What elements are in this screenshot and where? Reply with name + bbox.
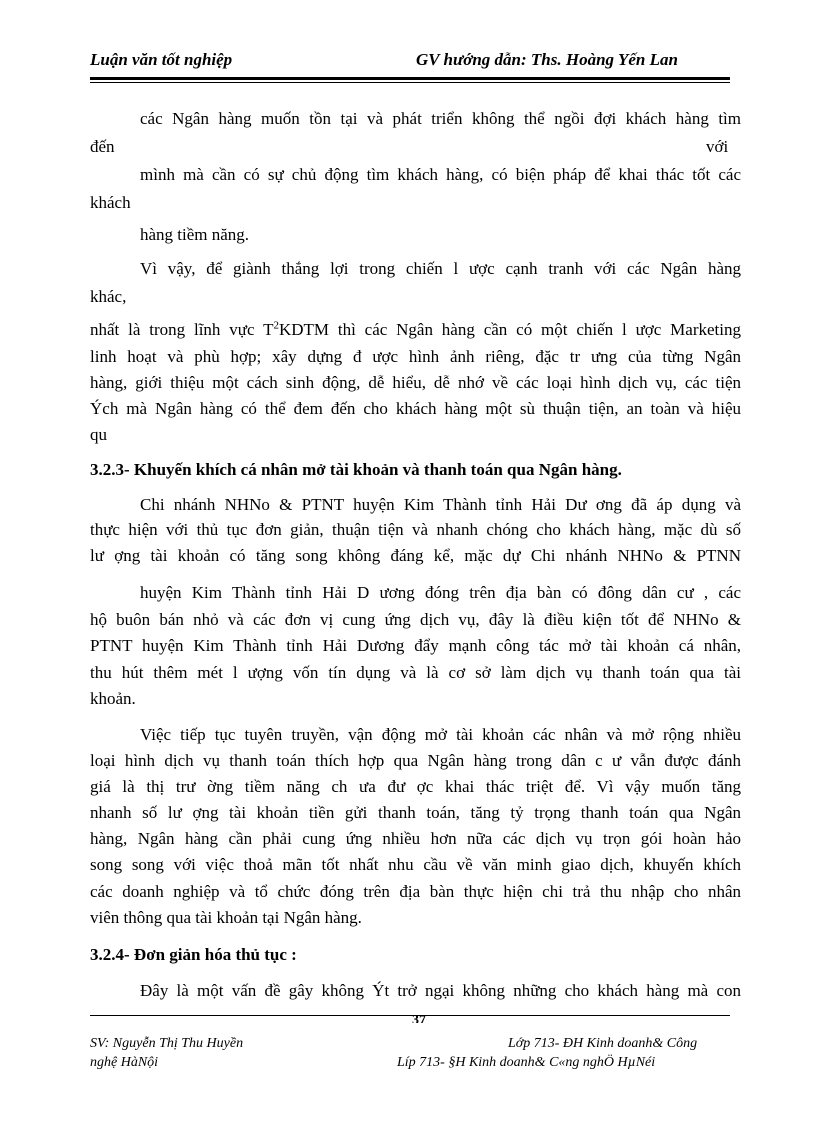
body-line: Vì vậy, để giành thắng lợi trong chiến l ược cạnh tranh với các Ngân hàng [140,259,741,278]
footer-rule [90,1015,730,1016]
header-supervisor: GV hướng dẫn: Ths. Hoàng Yến Lan [416,50,678,69]
body-line: với [706,137,729,156]
body-line: hàng, giới thiệu một cách sinh động, dễ hiểu, dễ nhớ về các loại hình dịch vụ, các tiện [90,373,741,392]
body-line: viên thông qua tài khoản tại Ngân hàng. [90,908,362,927]
body-line: song song với việc thoả mãn tốt nhất nhu cầu về văn minh giao dịch, khuyến khích [90,855,741,874]
footer-student-cont: nghệ HàNội [90,1055,159,1070]
body-line: Đây là một vấn đề gây không Ýt trở ngại không những cho khách hàng mà con [140,981,741,1000]
body-line: khác, [90,287,127,306]
superscript: 2 [273,319,279,332]
body-line: thực hiện với thủ tục đơn giản, thuận tiện và nhanh chóng cho khách hàng, mặc dù số [90,520,741,539]
header-rule-thick [90,77,730,80]
section-heading-3-2-4: 3.2.4- Đơn giản hóa thủ tục : [90,945,297,964]
section-heading-3-2-3: 3.2.3- Khuyến khích cá nhân mở tài khoản và thanh toán qua Ngân hàng. [90,460,622,479]
body-line: linh hoạt và phù hợp; xây dựng đ ược hình ảnh riêng, đặc tr ưng của từng Ngân [90,347,741,366]
page-number: 37 [412,1014,426,1023]
footer-class-garbled: Líp 713- §H Kinh doanh& C«ng nghÖ HµNéi [397,1055,656,1070]
body-line: huyện Kim Thành tỉnh Hải D ương đóng trên địa bàn có đông dân cư , các [140,583,741,602]
body-line: lư ợng tài khoản có tăng song không đáng kể, mặc dự Chi nhánh NHNo & PTNN [90,546,741,565]
footer-student: SV: Nguyễn Thị Thu Huyền [90,1036,244,1051]
body-line: các doanh nghiệp và tổ chức đóng trên địa bàn thực hiện chi trả thu nhập cho nhân [90,882,741,901]
body-line: hộ buôn bán nhỏ và các đơn vị cung ứng dịch vụ, đây là điều kiện tốt để NHNo & [90,610,741,629]
body-line: qu [90,425,107,444]
body-line: Ých mà Ngân hàng có thể đem đến cho khách hàng một sù thuận tiện, an toàn và hiệu [90,399,741,418]
body-line: hàng, Ngân hàng cần phải cung ứng nhiều hơn nữa các dịch vụ trọn gói hoàn hảo [90,829,741,848]
body-line: nhanh số lư ợng tài khoản tiền gửi thanh toán, tăng tỷ trọng thanh toán qua Ngân [90,803,741,822]
body-line: PTNT huyện Kim Thành tỉnh Hải Dương đẩy mạnh công tác mở tài khoản cá nhân, [90,636,741,655]
body-line: loại hình dịch vụ thanh toán thích hợp qua Ngân hàng trong dân c ư vẫn được đánh [90,751,741,770]
body-line: các Ngân hàng muốn tồn tại và phát triển không thể ngồi đợi khách hàng tìm [140,109,741,128]
body-line: hàng tiềm năng. [140,225,250,244]
body-line: mình mà cần có sự chủ động tìm khách hàng, có biện pháp để khai thác tốt các [140,165,741,184]
header-rule-thin [90,82,730,83]
body-line: thu hút thêm mét l ượng vốn tín dụng và là cơ sở làm dịch vụ thanh toán qua tài [90,663,741,682]
body-line: Việc tiếp tục tuyên truyền, vận động mở tài khoản các nhân và mở rộng nhiều [140,725,741,744]
header-thesis-label: Luận văn tốt nghiệp [90,50,233,69]
body-line: Chi nhánh NHNo & PTNT huyện Kim Thành tỉnh Hải Dư ơng đã áp dụng và [140,495,741,514]
body-line: giá là thị trư ờng tiềm năng ch ưa đư ợc khai thác triệt để. Vì vậy muốn tăng [90,777,741,796]
footer-class: Lớp 713- ĐH Kinh doanh& Công [508,1036,698,1051]
body-line: đến [90,137,115,156]
body-line: khách [90,193,131,212]
body-line: nhất là trong lĩnh vực $T^2KDTM$ thì các Ngân hàng cần có một chiến l ược Marketing [90,319,741,339]
body-line: khoản. [90,689,136,708]
